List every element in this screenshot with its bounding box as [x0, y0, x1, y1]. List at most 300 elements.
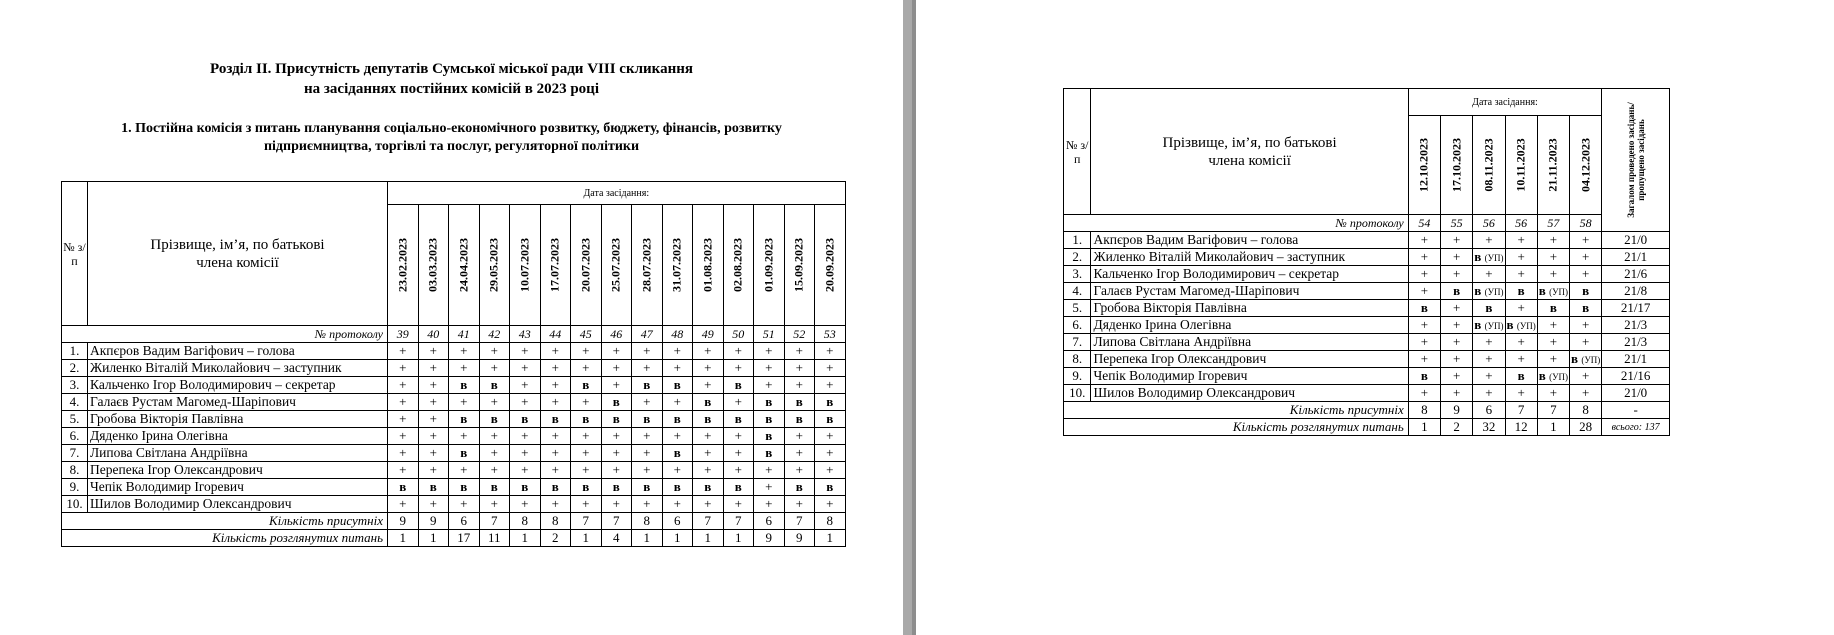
attendance-mark: в (УП): [1538, 368, 1568, 383]
attendance-mark: +: [1537, 334, 1569, 351]
meeting-date: [571, 205, 602, 326]
attendance-mark: в: [1570, 283, 1602, 300]
attendance-mark: +: [1408, 385, 1440, 402]
attendance-mark: +: [815, 445, 846, 462]
attendance-mark: в: [662, 445, 693, 462]
commission-title-line-2: підприємництва, торгівлі та послуг, регуляторної політики: [263, 139, 640, 154]
attendance-mark: +: [723, 360, 754, 377]
questions-count: 1: [723, 530, 754, 547]
attendance-mark: +: [479, 360, 510, 377]
attendance-mark: в: [815, 394, 846, 411]
attendance-mark: +: [449, 394, 480, 411]
member-name: Жиленко Віталій Миколайович – заступник: [88, 360, 388, 377]
section-title-line-2: на засіданнях постійних комісій в 2023 році: [303, 81, 599, 97]
meeting-date: [601, 205, 632, 326]
present-count-label: Кількість присутніх: [1064, 402, 1409, 419]
attendance-mark: в (УП): [1571, 351, 1601, 366]
attendance-mark: +: [1570, 385, 1602, 402]
attendance-mark: +: [723, 394, 754, 411]
attendance-mark: +: [1408, 266, 1440, 283]
meeting-date-label: 20.09.2023: [822, 238, 837, 292]
attendance-mark: +: [784, 360, 815, 377]
meeting-date-label: 01.08.2023: [700, 238, 715, 292]
attendance-mark: +: [1441, 232, 1473, 249]
attendance-mark: +: [388, 377, 419, 394]
attendance-mark: +: [662, 343, 693, 360]
attendance-mark: +: [449, 343, 480, 360]
attendance-mark: +: [601, 360, 632, 377]
attendance-mark: в: [632, 377, 663, 394]
present-count: 8: [632, 513, 663, 530]
meeting-date-label: 21.11.2023: [1545, 138, 1560, 192]
questions-count: 1: [1537, 419, 1569, 436]
attendance-mark: +: [510, 462, 541, 479]
attendance-mark: +: [601, 428, 632, 445]
meeting-date-label: 28.07.2023: [639, 238, 654, 292]
attendance-mark: +: [1473, 334, 1505, 351]
attendance-mark: +: [388, 360, 419, 377]
attendance-mark: в: [1505, 368, 1537, 385]
questions-count: 2: [1441, 419, 1473, 436]
present-count: 9: [388, 513, 419, 530]
meeting-date-label: 23.02.2023: [395, 238, 410, 292]
present-count: 9: [418, 513, 449, 530]
attendance-mark: +: [418, 360, 449, 377]
meeting-date: [754, 205, 785, 326]
protocol-number: 57: [1537, 215, 1569, 232]
meeting-date: [1570, 116, 1602, 215]
document-page-2: [916, 0, 1834, 635]
table-row: [62, 428, 846, 445]
row-number: 10.: [62, 496, 88, 513]
attendance-mark: +: [449, 360, 480, 377]
attendance-mark: +: [1473, 232, 1505, 249]
protocol-number: 56: [1505, 215, 1537, 232]
table-row: [1064, 283, 1670, 300]
attendance-mark: +: [815, 496, 846, 513]
member-name: Жиленко Віталій Миколайович – заступник: [1091, 249, 1408, 266]
attendance-mark: +: [723, 428, 754, 445]
meeting-date-label: 12.10.2023: [1416, 138, 1431, 192]
meeting-date-label: 02.08.2023: [730, 238, 745, 292]
meeting-date-label: 17.07.2023: [547, 238, 562, 292]
attendance-mark: +: [754, 377, 785, 394]
attendance-mark: +: [693, 496, 724, 513]
attendance-mark: +: [1505, 351, 1537, 368]
row-number: 7.: [62, 445, 88, 462]
attendance-mark: +: [601, 496, 632, 513]
attendance-mark: в: [449, 479, 480, 496]
protocol-number: 45: [571, 326, 602, 343]
member-name: Дяденко Ірина Олегівна: [1091, 317, 1408, 334]
attendance-mark: +: [418, 496, 449, 513]
table-row: [62, 394, 846, 411]
attendance-mark: +: [418, 394, 449, 411]
attendance-mark: +: [510, 360, 541, 377]
questions-count-label: Кількість розглянутих питань: [1064, 419, 1409, 436]
attendance-mark: +: [1441, 334, 1473, 351]
attendance-mark: +: [571, 462, 602, 479]
attendance-mark: +: [662, 462, 693, 479]
attendance-mark: в: [601, 411, 632, 428]
attendance-mark: в: [449, 377, 480, 394]
member-total: 21/0: [1602, 232, 1670, 249]
attendance-mark: +: [1473, 385, 1505, 402]
attendance-mark: в: [632, 411, 663, 428]
present-count: 7: [1505, 402, 1537, 419]
attendance-mark: в: [418, 479, 449, 496]
attendance-mark: в: [510, 411, 541, 428]
protocol-number: 39: [388, 326, 419, 343]
attendance-mark: +: [601, 343, 632, 360]
attendance-mark: в: [571, 377, 602, 394]
attendance-mark: +: [388, 394, 419, 411]
header-total-label: Загалом проведено засідань/пропущено засідань: [1625, 102, 1646, 218]
meeting-date-label: 10.07.2023: [517, 238, 532, 292]
protocol-label: № протоколу: [62, 326, 388, 343]
questions-count: 12: [1505, 419, 1537, 436]
row-number: 3.: [62, 377, 88, 394]
table-row: [62, 411, 846, 428]
attendance-mark: +: [693, 343, 724, 360]
attendance-mark: +: [388, 462, 419, 479]
attendance-mark: +: [1570, 266, 1602, 283]
meeting-date: [723, 205, 754, 326]
attendance-mark: в: [662, 411, 693, 428]
attendance-mark: в: [754, 394, 785, 411]
member-name: Шилов Володимир Олександрович: [88, 496, 388, 513]
meeting-date: [418, 205, 449, 326]
commission-title-line-1: 1. Постійна комісія з питань планування соціально-економічного розвитку, бюджету, фінансів, розвитку: [121, 121, 782, 136]
attendance-mark: +: [1537, 317, 1569, 334]
row-number: 3.: [1064, 266, 1091, 283]
row-number: 2.: [62, 360, 88, 377]
attendance-mark: +: [693, 428, 724, 445]
attendance-mark: в: [571, 411, 602, 428]
attendance-mark: +: [479, 343, 510, 360]
meeting-date: [510, 205, 541, 326]
protocol-number: 50: [723, 326, 754, 343]
attendance-mark: +: [571, 496, 602, 513]
attendance-mark: +: [662, 360, 693, 377]
attendance-mark: +: [693, 377, 724, 394]
attendance-mark: в: [540, 479, 571, 496]
attendance-mark: +: [1441, 317, 1473, 334]
attendance-mark: +: [784, 377, 815, 394]
attendance-mark: +: [723, 343, 754, 360]
attendance-mark: в: [1408, 300, 1440, 317]
attendance-mark: в: [1505, 283, 1537, 300]
attendance-mark: +: [571, 343, 602, 360]
attendance-mark: +: [388, 428, 419, 445]
questions-count: 1: [662, 530, 693, 547]
present-count: 7: [571, 513, 602, 530]
table-row: [1064, 249, 1670, 266]
attendance-mark: +: [510, 496, 541, 513]
attendance-mark: +: [1570, 334, 1602, 351]
attendance-mark: +: [510, 343, 541, 360]
attendance-mark: +: [601, 445, 632, 462]
attendance-mark: +: [540, 428, 571, 445]
attendance-mark: +: [540, 394, 571, 411]
protocol-number: 56: [1473, 215, 1505, 232]
present-count: 8: [540, 513, 571, 530]
attendance-mark: в: [479, 377, 510, 394]
protocol-number: 41: [449, 326, 480, 343]
meeting-date-label: 17.10.2023: [1449, 138, 1464, 192]
row-number: 4.: [1064, 283, 1091, 300]
table-row: [1064, 266, 1670, 283]
attendance-mark: +: [510, 394, 541, 411]
table-row: [62, 496, 846, 513]
questions-count: 1: [418, 530, 449, 547]
attendance-mark: +: [479, 428, 510, 445]
row-number: 6.: [1064, 317, 1091, 334]
attendance-mark: +: [723, 445, 754, 462]
questions-count: 28: [1570, 419, 1602, 436]
present-count: 7: [601, 513, 632, 530]
row-number: 6.: [62, 428, 88, 445]
present-count: 6: [662, 513, 693, 530]
attendance-mark: +: [632, 445, 663, 462]
header-number: № з/п: [1064, 89, 1091, 215]
attendance-mark: +: [815, 360, 846, 377]
attendance-mark: +: [662, 394, 693, 411]
table-row: [62, 445, 846, 462]
attendance-mark: +: [540, 445, 571, 462]
member-name: Галаєв Рустам Магомед-Шаріпович: [1091, 283, 1408, 300]
attendance-mark: в: [784, 479, 815, 496]
member-total: 21/3: [1602, 334, 1670, 351]
questions-count: 1: [693, 530, 724, 547]
section-title-line-1: Розділ ІІ. Присутність депутатів Сумської міської ради VIIІ скликання: [210, 61, 693, 77]
meeting-date-label: 03.03.2023: [425, 238, 440, 292]
questions-count: 1: [1408, 419, 1440, 436]
attendance-table-2: [1063, 88, 1670, 436]
attendance-mark: в: [571, 479, 602, 496]
attendance-mark: в: [723, 479, 754, 496]
attendance-mark: в (УП): [1474, 317, 1504, 332]
excused-note: (УП): [1484, 321, 1504, 331]
member-name: Чепік Володимир Ігоревич: [88, 479, 388, 496]
meeting-date: [632, 205, 663, 326]
present-count: 8: [1570, 402, 1602, 419]
present-count: 6: [1473, 402, 1505, 419]
attendance-mark: +: [632, 360, 663, 377]
protocol-number: 48: [662, 326, 693, 343]
attendance-mark: +: [693, 360, 724, 377]
meeting-date-label: 01.09.2023: [761, 238, 776, 292]
table-row: [62, 343, 846, 360]
attendance-mark: +: [1441, 300, 1473, 317]
excused-note: (УП): [1484, 287, 1504, 297]
attendance-mark: +: [754, 496, 785, 513]
attendance-mark: в (УП): [1506, 317, 1536, 332]
excused-note: (УП): [1516, 321, 1536, 331]
attendance-mark: +: [418, 377, 449, 394]
attendance-mark: +: [632, 428, 663, 445]
attendance-mark: +: [1570, 232, 1602, 249]
attendance-mark: +: [571, 445, 602, 462]
table-row: [62, 479, 846, 496]
meeting-date: [540, 205, 571, 326]
attendance-mark: +: [784, 462, 815, 479]
present-count: 7: [693, 513, 724, 530]
present-count: 8: [815, 513, 846, 530]
meeting-date-label: 15.09.2023: [791, 238, 806, 292]
meeting-date-label: 25.07.2023: [608, 238, 623, 292]
meeting-date: [693, 205, 724, 326]
attendance-mark: +: [632, 394, 663, 411]
row-number: 4.: [62, 394, 88, 411]
header-number: № з/п: [62, 182, 88, 326]
meeting-date-label: 08.11.2023: [1481, 138, 1496, 192]
row-number: 10.: [1064, 385, 1091, 402]
attendance-mark: +: [1537, 266, 1569, 283]
header-name-line-2: члена комісії: [196, 254, 279, 271]
row-number: 2.: [1064, 249, 1091, 266]
attendance-mark: +: [1505, 385, 1537, 402]
attendance-mark: в: [1537, 300, 1569, 317]
attendance-mark: в: [449, 445, 480, 462]
row-number: 7.: [1064, 334, 1091, 351]
attendance-mark: +: [601, 462, 632, 479]
table-row: [1064, 385, 1670, 402]
attendance-mark: в: [693, 394, 724, 411]
attendance-mark: +: [1537, 385, 1569, 402]
row-number: 5.: [1064, 300, 1091, 317]
attendance-mark: +: [754, 343, 785, 360]
member-name: Липова Світлана Андріївна: [1091, 334, 1408, 351]
attendance-mark: +: [418, 462, 449, 479]
member-total: 21/1: [1602, 351, 1670, 368]
attendance-mark: +: [1408, 283, 1440, 300]
questions-count: 1: [815, 530, 846, 547]
questions-count: 4: [601, 530, 632, 547]
attendance-mark: +: [1537, 232, 1569, 249]
attendance-mark: +: [540, 377, 571, 394]
member-total: 21/1: [1602, 249, 1670, 266]
attendance-mark: в: [815, 479, 846, 496]
present-count: 8: [1408, 402, 1440, 419]
attendance-mark: +: [1408, 232, 1440, 249]
protocol-number: 52: [784, 326, 815, 343]
attendance-mark: +: [1473, 368, 1505, 385]
attendance-mark: +: [815, 377, 846, 394]
present-count: 6: [754, 513, 785, 530]
attendance-mark: в: [723, 377, 754, 394]
protocol-number: 43: [510, 326, 541, 343]
questions-total: всього: 137: [1602, 419, 1670, 436]
attendance-mark: в: [723, 411, 754, 428]
attendance-mark: +: [510, 445, 541, 462]
header-meeting-dates: Дата засідання:: [388, 182, 846, 205]
attendance-mark: +: [418, 343, 449, 360]
meeting-date-label: 24.04.2023: [456, 238, 471, 292]
attendance-mark: +: [1570, 317, 1602, 334]
attendance-mark: в: [1441, 283, 1473, 300]
attendance-mark: +: [632, 343, 663, 360]
table-row: [1064, 232, 1670, 249]
protocol-number: 55: [1441, 215, 1473, 232]
attendance-mark: в (УП): [1538, 283, 1568, 298]
attendance-table-1: [61, 181, 846, 547]
attendance-mark: +: [601, 377, 632, 394]
questions-count: 17: [449, 530, 480, 547]
attendance-mark: +: [1441, 385, 1473, 402]
row-number: 1.: [1064, 232, 1091, 249]
member-name: Кальченко Ігор Володимирович – секретар: [88, 377, 388, 394]
attendance-mark: +: [754, 479, 785, 496]
questions-count: 1: [388, 530, 419, 547]
member-total: 21/8: [1602, 283, 1670, 300]
present-count: 7: [1537, 402, 1569, 419]
table-row: [1064, 300, 1670, 317]
attendance-mark: +: [1473, 351, 1505, 368]
protocol-number: 40: [418, 326, 449, 343]
attendance-mark: в: [754, 445, 785, 462]
questions-count: 1: [510, 530, 541, 547]
header-member-name: [1091, 89, 1408, 215]
questions-count-label: Кількість розглянутих питань: [62, 530, 388, 547]
document-page-1: [0, 0, 903, 635]
meeting-date: [815, 205, 846, 326]
attendance-mark: в: [479, 411, 510, 428]
excused-note: (УП): [1581, 355, 1601, 365]
attendance-mark: +: [1408, 334, 1440, 351]
attendance-mark: в: [601, 479, 632, 496]
attendance-mark: +: [540, 343, 571, 360]
protocol-number: 42: [479, 326, 510, 343]
attendance-mark: +: [1570, 368, 1602, 385]
meeting-date: [1537, 116, 1569, 215]
attendance-mark: в: [693, 479, 724, 496]
attendance-mark: +: [1441, 351, 1473, 368]
attendance-mark: +: [693, 462, 724, 479]
member-name: Галаєв Рустам Магомед-Шаріпович: [88, 394, 388, 411]
attendance-mark: +: [388, 411, 419, 428]
present-count: 7: [784, 513, 815, 530]
attendance-mark: +: [540, 496, 571, 513]
attendance-mark: +: [815, 462, 846, 479]
attendance-mark: +: [540, 360, 571, 377]
protocol-number: 58: [1570, 215, 1602, 232]
attendance-mark: +: [1441, 249, 1473, 266]
member-name: Акпєров Вадим Вагіфович – голова: [88, 343, 388, 360]
table-row: [62, 462, 846, 479]
row-number: 5.: [62, 411, 88, 428]
attendance-mark: +: [418, 411, 449, 428]
attendance-mark: +: [388, 445, 419, 462]
attendance-mark: +: [723, 496, 754, 513]
member-name: Перепека Ігор Олександрович: [1091, 351, 1408, 368]
row-number: 9.: [1064, 368, 1091, 385]
header-name-line-1: Прізвище, ім’я, по батькові: [1162, 134, 1337, 151]
member-name: Гробова Вікторія Павлівна: [88, 411, 388, 428]
member-name: Липова Світлана Андріївна: [88, 445, 388, 462]
questions-count: 11: [479, 530, 510, 547]
present-count-label: Кількість присутніх: [62, 513, 388, 530]
protocol-number: 54: [1408, 215, 1440, 232]
excused-note: (УП): [1484, 253, 1504, 263]
attendance-mark: +: [1408, 249, 1440, 266]
present-count: 7: [479, 513, 510, 530]
attendance-mark: +: [632, 496, 663, 513]
meeting-date: [388, 205, 419, 326]
questions-count: 1: [571, 530, 602, 547]
member-name: Гробова Вікторія Павлівна: [1091, 300, 1408, 317]
table-row: [1064, 351, 1670, 368]
